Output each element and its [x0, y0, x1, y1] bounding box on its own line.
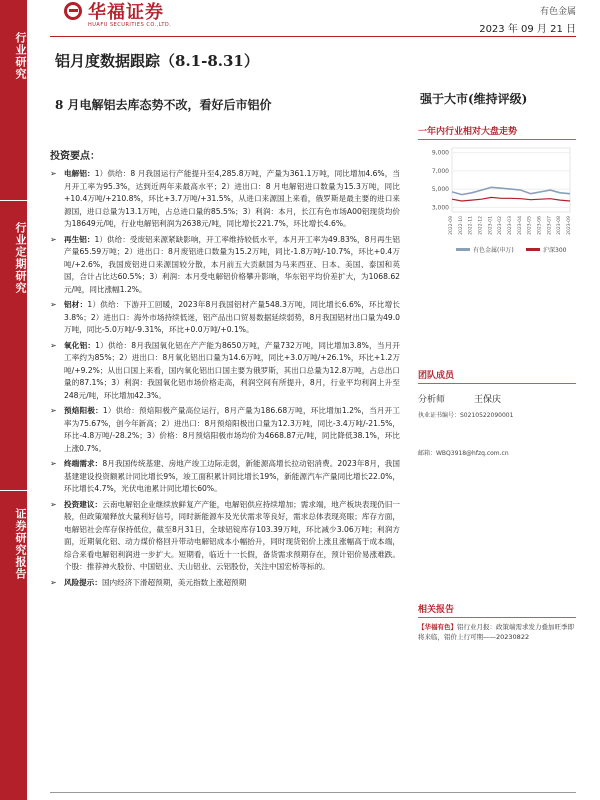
- x-tick-label: 2023-03: [508, 216, 513, 235]
- analyst-email: 邮箱：WBQ3918@hfzq.com.cn: [418, 450, 509, 457]
- point-recycled-aluminum: [50, 234, 400, 297]
- point-end-demand: [50, 458, 400, 496]
- logo: [64, 0, 164, 22]
- legend-label-index: 沪深300: [543, 247, 567, 254]
- point-label: 电解铝：: [64, 169, 95, 178]
- point-text: 国内经济下滑超预期，美元指数上涨超预期: [101, 577, 247, 587]
- chart-panel: [418, 124, 576, 258]
- trend-chart: [418, 140, 576, 258]
- y-tick-label: 5,000: [431, 186, 449, 194]
- legend-swatch-industry: [456, 248, 470, 251]
- point-alumina: [50, 340, 400, 403]
- point-aluminum-products: [50, 299, 400, 337]
- point-label: 再生铝：: [64, 234, 95, 244]
- side-label-periodic-research: 行业定期研究: [14, 222, 27, 294]
- point-text: 云南电解铝企业继续放鲜复产产能，电解铝供应持续增加；需求端，地产板块表现仍旧一般，但政策端释放大量利好信号，同时新能源车及光伏需求等良好，需求总体表现亮眼；库存方面，电解铝社会库存保持低位，截至8月31日，全球铝锭库存103.39万吨，环比减少3.06万吨；利润方面，近期氧化铝、动力煤价格回升带动电解铝成本小幅抬升，同时现货铝价上涨且涨幅高于成本端，综合来看电解铝利润进一步扩大。短期看，临近十一长假，备货需求预期存在，预计铝价易涨难跌。个股：推荐神火股份、中国铝业、天山铝业、云铝股份，关注中国宏桥等标的。: [64, 499, 400, 571]
- y-tick-label: 7,000: [431, 167, 449, 175]
- bullet-icon: ➢: [50, 340, 57, 350]
- x-tick-label: 2023-07: [547, 216, 553, 235]
- team-title: 团队成员: [418, 368, 576, 384]
- bullet-icon: ➢: [50, 406, 57, 415]
- logo-icon: [64, 2, 82, 20]
- header-rule: [50, 36, 576, 37]
- point-text: 1）供给：预焙阳极产量高位运行，8月产量为186.68万吨，环比增加1.2%，当月开工率为75.67%，创今年新高；2）进出口：8月预焙阳极出口量为12.3万吨，同比-3.4万吨/-21.5%，环比-4.8万吨/-28.2%；3）价格：8月预焙阳极市场均价为4668.87元/吨，同比降低38.1%，环比上涨0.7%。: [64, 406, 401, 453]
- analyst-name: 王保庆: [474, 395, 502, 405]
- bullet-icon: ➢: [50, 300, 57, 309]
- bullet-icon: ➢: [50, 577, 57, 587]
- side-band: [0, 0, 27, 800]
- x-tick-label: 2023-05: [527, 216, 533, 235]
- x-tick-label: 2023-06: [537, 216, 543, 235]
- side-divider: [0, 490, 27, 491]
- related-title: 相关报告: [418, 602, 576, 618]
- bullet-icon: ➢: [50, 459, 57, 468]
- point-risk-warning: [50, 577, 400, 590]
- logo-subtitle: HUAFU SECURITIES CO.,LTD.: [88, 22, 172, 28]
- point-text: 1）供给：8 月我国运行产能提升至4,285.8万吨，产量为361.1万吨，同比增加4.6%，当月开工率为95.3%，达到近两年来最高水平；2）进出口：8 月电解铝进口数量为15.3万吨，同比+10.4万吨/+210.8%，环比+3.7万吨/+31.5%，从进口来源国上来看，俄罗斯是最主要的进口来源国，进口总量为13.1万吨，占总进口量的85.5%；3）利润：本月，长江有色市场A00铝现货均价为18649元/吨，行业电解铝利润为2638元/吨，同比增长221.7%，环比增长4.6%。: [64, 169, 400, 228]
- x-tick-label: 2023-08: [557, 216, 563, 235]
- point-investment-advice: [50, 499, 400, 574]
- related-report-link[interactable]: [418, 622, 578, 642]
- bullet-icon: ➢: [50, 234, 57, 244]
- point-label: 铝材：: [64, 300, 88, 309]
- related-report-text: 铝行业月报：政策端需求发力叠加旺季即将来临，铝价上行可期——20230822: [418, 623, 574, 641]
- analyst-row: [418, 392, 576, 405]
- report-subtitle: 8 月电解铝去库态势不改，看好后市铝价: [55, 98, 272, 112]
- point-label: 预焙阳极：: [64, 406, 103, 415]
- y-tick-label: 3,000: [431, 204, 449, 212]
- side-label-securities-report: 证券研究报告: [14, 508, 27, 580]
- point-prebaked-anode: [50, 405, 400, 455]
- main-body: [50, 147, 400, 592]
- point-label: 终端需求：: [64, 459, 103, 468]
- report-title: 铝月度数据跟踪（8.1-8.31）: [55, 52, 259, 70]
- plot-area: [452, 148, 570, 212]
- logo-text: 华福证券: [88, 2, 164, 23]
- analyst-license: 执业证书编号：S0210522090001: [418, 412, 514, 419]
- x-tick-label: 2022-09: [449, 216, 454, 235]
- point-text: 1）供给：下游开工回暖，2023年8月我国铝材产量548.3万吨，同比增长6.6%，环比增长3.8%；2）进出口：海外市场持续低迷，铝产品出口贸易数据延续弱势，8月我国铝材出口量为49.0万吨，同比-5.0万吨/-9.31%，环比+0.0万吨/+0.1%。: [64, 300, 400, 334]
- points-heading: 投资要点：: [50, 151, 100, 162]
- x-tick-label: 2023-09: [567, 216, 572, 235]
- point-label: 风险提示：: [64, 577, 102, 587]
- bullet-icon: ➢: [50, 499, 57, 509]
- industry-tag: 有色金属: [539, 7, 576, 17]
- y-tick-label: 9,000: [431, 149, 449, 157]
- x-tick-label: 2022-10: [458, 216, 464, 235]
- side-label-industry-research: 行业研究: [14, 32, 27, 80]
- chart-box: [418, 140, 576, 258]
- side-divider: [0, 200, 27, 201]
- report-date: 2023 年 09 月 21 日: [479, 24, 576, 35]
- bullet-icon: ➢: [50, 169, 57, 178]
- point-label: 氧化铝：: [64, 340, 96, 350]
- point-text: 1）供给：8月我国氧化铝在产产能为8650万吨，产量732万吨，同比增加3.8%，当月开工率约为85%；2）进出口：8月氧化铝出口量为14.6万吨，同比+3.0万吨/+26.1%，环比+1.2万吨/+9.2%；从出口国上来看，国内氧化铝出口国主要为俄罗斯，其出口总量为12.8万吨，占总出口量的87.1%；3）利润：我国氧化铝市场价格走高，利润空间有所提升，8月，行业平均利润上升至248元/吨，环比增加42.3%。: [64, 340, 400, 400]
- point-text: 1）供给：受废铝来源紧缺影响，开工率维持较低水平，本月开工率为49.83%，8月再生铝产量65.59万吨；2）进出口：8月废铝进口数量为15.2万吨，同比-1.8万吨/-10.7%，环比+0.4万吨/+2.6%，我国废铝进口来源国较分散，本月前五大贡献国为马来西亚、日本、美国、泰国和英国，合计占比达60.5%；3）利润：本月受电解铝价格攀升影响，华东铝平均价差扩大，为1068.62元/吨，同比涨幅1.2%。: [64, 234, 400, 294]
- x-tick-label: 2022-11: [468, 216, 474, 235]
- related-report-tag: 【华福有色】: [418, 623, 457, 631]
- point-primary-aluminum: [50, 168, 400, 231]
- x-tick-label: 2023-02: [498, 216, 504, 235]
- footer-rule: [50, 792, 576, 793]
- point-label: 投资建议：: [64, 499, 103, 509]
- legend-label-industry: 有色金属(申万): [473, 247, 514, 254]
- x-tick-label: 2022-12: [478, 216, 484, 235]
- x-tick-label: 2023-01: [488, 216, 494, 235]
- rating: 强于大市(维持评级): [420, 92, 528, 106]
- analyst-role: 分析师: [418, 395, 446, 405]
- x-tick-label: 2023-04: [517, 216, 523, 235]
- chart-panel-title: 一年内行业相对大盘走势: [418, 124, 576, 140]
- point-text: 8月我国传统基建、房地产竣工边际走弱，新能源高增长拉动铝消费。2023年8月，我国基建建设投资额累计同比增长9%，竣工面积累计同比增长19%，新能源汽车产量同比增长22.0%，环比增长4.7%，光伏电池累计同比增长60%。: [64, 459, 401, 493]
- legend-swatch-index: [526, 248, 540, 251]
